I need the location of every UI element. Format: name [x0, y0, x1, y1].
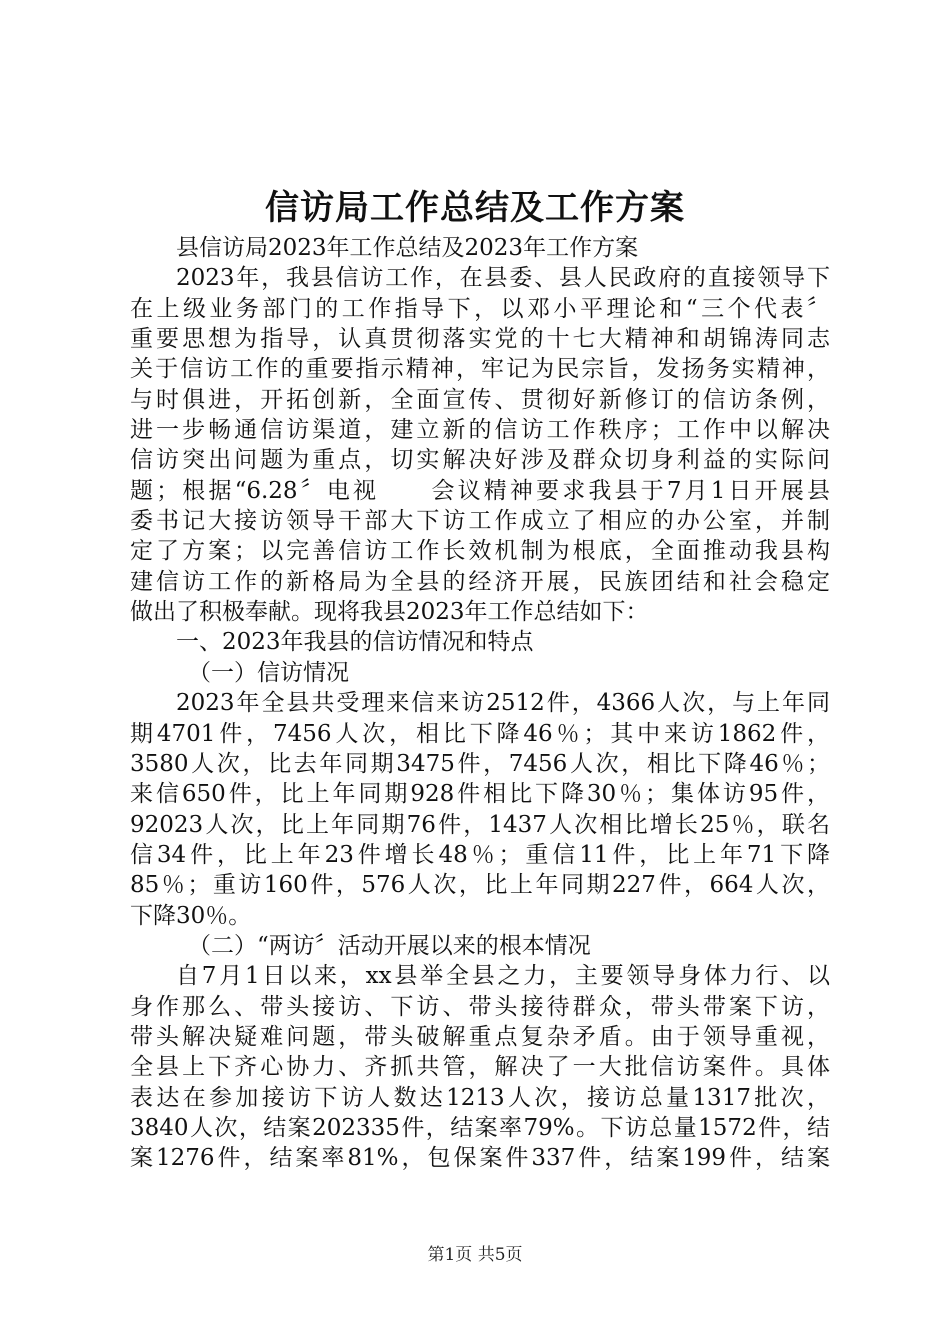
text-line: 来信650件，比上年同期928件相比下降30％；集体访95件，	[130, 781, 830, 808]
text-line: （一）信访情况	[188, 659, 349, 686]
text-line: 自7月1日以来，xx县举全县之力，主要领导身体力行、以	[176, 963, 830, 990]
text-line: 信34件，比上年23件增长48％；重信11件，比上年71下降	[130, 841, 830, 868]
text-line: 3840人次，结案202335件，结案率79%。下访总量1572件，结	[130, 1114, 830, 1141]
document-body	[130, 233, 830, 1174]
text-line: 2023年，我县信访工作，在县委、县人民政府的直接领导下	[176, 265, 830, 292]
text-line: 做出了积极奉献。现将我县2023年工作总结如下：	[130, 599, 649, 626]
text-line: 身作那么、带头接访、下访、带头接待群众，带头带案下访，	[130, 993, 830, 1020]
text-line: 3580人次，比去年同期3475件，7456人次，相比下降46％；	[130, 750, 830, 777]
text-line: 表达在参加接访下访人数达1213人次，接访总量1317批次，	[130, 1084, 830, 1111]
text-line: 题；根据“6.28〞电视 会议精神要求我县于7月1日开展县	[130, 477, 830, 504]
text-line: 案1276件，结案率81%，包保案件337件，结案199件，结案	[130, 1145, 830, 1172]
page-footer: 第1页 共5页	[427, 1245, 523, 1265]
text-line: 带头解决疑难问题，带头破解重点复杂矛盾。由于领导重视，	[130, 1023, 830, 1050]
text-line: 一、2023年我县的信访情况和特点	[176, 629, 534, 656]
text-line: 关于信访工作的重要指示精神，牢记为民宗旨，发扬务实精神，	[130, 356, 830, 383]
text-line: 建信访工作的新格局为全县的经济开展，民族团结和社会稳定	[130, 568, 830, 595]
text-line: 期4701件，7456人次，相比下降46％；其中来访1862件，	[130, 720, 830, 747]
text-line: 重要思想为指导，认真贯彻落实党的十七大精神和胡锦涛同志	[130, 326, 830, 353]
text-line: 92023人次，比上年同期76件，1437人次相比增长25％，联名	[130, 811, 830, 838]
text-line: 下降30％。	[130, 902, 252, 929]
text-line: 定了方案；以完善信访工作长效机制为根底，全面推动我县构	[130, 538, 830, 565]
text-line: （二）“两访〞活动开展以来的根本情况	[188, 932, 591, 959]
text-line: 委书记大接访领导干部大下访工作成立了相应的办公室，并制	[130, 508, 830, 535]
text-line: 2023年全县共受理来信来访2512件，4366人次，与上年同	[176, 690, 830, 717]
text-line: 全县上下齐心协力、齐抓共管，解决了一大批信访案件。具体	[130, 1054, 830, 1081]
text-line: 县信访局2023年工作总结及2023年工作方案	[176, 235, 639, 261]
text-line: 与时俱进，开拓创新，全面宣传、贯彻好新修订的信访条例，	[130, 386, 830, 413]
text-line: 信访突出问题为重点，切实解决好涉及群众切身利益的实际问	[130, 447, 830, 474]
text-line: 进一步畅通信访渠道，建立新的信访工作秩序；工作中以解决	[130, 417, 830, 444]
text-line: 85％；重访160件，576人次，比上年同期227件，664人次，	[130, 872, 830, 899]
text-line: 在上级业务部门的工作指导下，以邓小平理论和“三个代表〞	[130, 295, 830, 322]
document-title: 信访局工作总结及工作方案	[265, 188, 685, 228]
